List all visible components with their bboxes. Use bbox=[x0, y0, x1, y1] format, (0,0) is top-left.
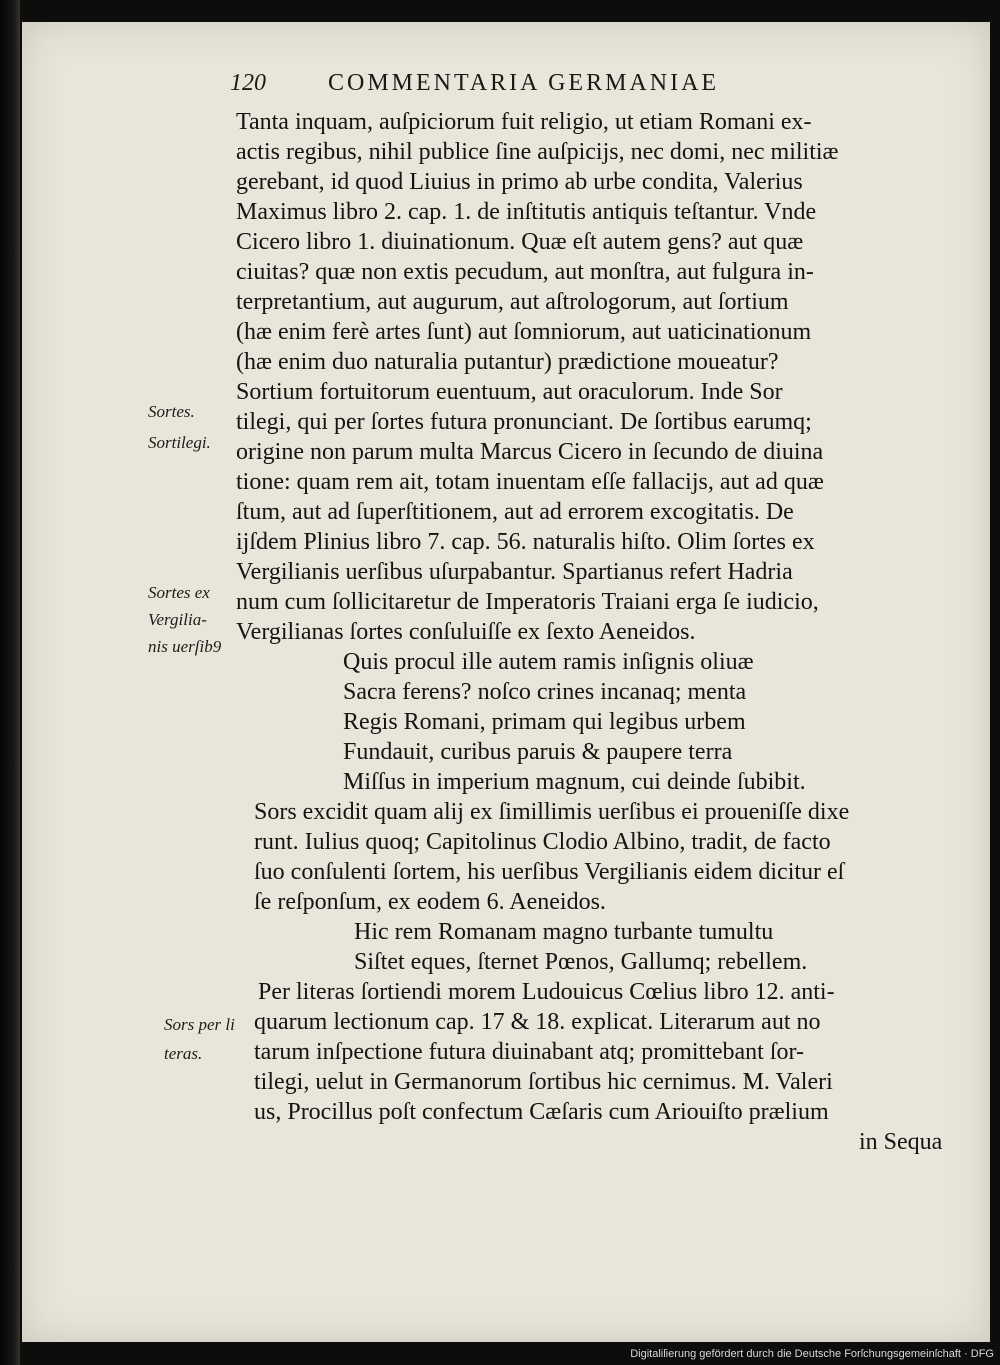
margin-note: Sors per li bbox=[164, 1015, 235, 1034]
text-line: ijſdem Plinius libro 7. cap. 56. naturalis hiſto. Olim ſortes ex bbox=[236, 529, 815, 555]
text-line: tarum inſpectione futura diuinabant atq; promittebant ſor- bbox=[254, 1039, 805, 1065]
text-line: tilegi, uelut in Germanorum ſortibus hic cernimus. M. Valeri bbox=[254, 1069, 833, 1095]
text-line: Sors excidit quam alij ex ſimillimis uerſibus ei proueniſſe dixe bbox=[254, 799, 850, 825]
text-line: Tanta inquam, auſpiciorum fuit religio, ut etiam Romani ex- bbox=[236, 109, 812, 135]
text-line: Vergilianas ſortes conſuluiſſe ex ſexto Aeneidos. bbox=[236, 619, 696, 645]
text-line: ſe reſponſum, ex eodem 6. Aeneidos. bbox=[254, 889, 606, 915]
text-line: runt. Iulius quoq; Capitolinus Clodio Albino, tradit, de facto bbox=[254, 829, 831, 855]
margin-note: nis uerſib9 bbox=[148, 637, 222, 656]
margin-note: teras. bbox=[164, 1044, 203, 1063]
text-line: Vergilianis uerſibus uſurpabantur. Spartianus refert Hadria bbox=[236, 559, 793, 585]
text-line: Per literas ſortiendi morem Ludouicus Cœlius libro 12. anti- bbox=[258, 979, 835, 1005]
verse-line: Miſſus in imperium magnum, cui deinde ſubibit. bbox=[343, 769, 806, 795]
text-line: Maximus libro 2. cap. 1. de inſtitutis antiquis teſtantur. Vnde bbox=[236, 199, 817, 225]
verse-line: Quis procul ille autem ramis inſignis oliuæ bbox=[343, 649, 754, 675]
margin-note: Vergilia- bbox=[148, 610, 207, 629]
verse-line: Hic rem Romanam magno turbante tumultu bbox=[354, 919, 774, 945]
verse-line: Sacra ferens? noſco crines incanaq; menta bbox=[343, 679, 747, 705]
verse-line: Siſtet eques, ſternet Pœnos, Gallumq; rebellem. bbox=[354, 949, 808, 975]
text-line: quarum lectionum cap. 17 & 18. explicat. Literarum aut no bbox=[254, 1009, 821, 1035]
text-line: ſuo conſulenti ſortem, his uerſibus Vergilianis eidem dicitur eſ bbox=[254, 859, 845, 885]
text-line: tione: quam rem ait, totam inuentam eſſe fallacijs, aut ad quæ bbox=[236, 469, 824, 495]
margin-note: Sortilegi. bbox=[148, 433, 211, 452]
page-number: 120 bbox=[230, 70, 266, 96]
page-title: COMMENTARIA GERMANIAE bbox=[328, 70, 720, 96]
text-line: terpretantium, aut augurum, aut aſtrologorum, aut ſortium bbox=[236, 289, 789, 315]
book-gutter bbox=[0, 0, 20, 1365]
text-line: Sortium fortuitorum euentuum, aut oraculorum. Inde Sor bbox=[236, 379, 783, 405]
catchword: in Sequa bbox=[859, 1129, 943, 1155]
verse-line: Regis Romani, primam qui legibus urbem bbox=[343, 709, 746, 735]
verse-line: Fundauit, curibus paruis & paupere terra bbox=[343, 739, 733, 765]
text-line: tilegi, qui per ſortes futura pronunciant. De ſortibus earumq; bbox=[236, 409, 812, 435]
text-line: gerebant, id quod Liuius in primo ab urbe condita, Valerius bbox=[236, 169, 803, 195]
margin-note: Sortes. bbox=[148, 402, 195, 421]
running-head bbox=[230, 70, 850, 100]
text-line: ciuitas? quæ non extis pecudum, aut monſtra, aut fulgura in- bbox=[236, 259, 814, 285]
margin-note: Sortes ex bbox=[148, 583, 210, 602]
text-line: ſtum, aut ad ſuperſtitionem, aut ad errorem excogitatis. De bbox=[236, 499, 794, 525]
text-line: (hæ enim ferè artes ſunt) aut ſomniorum, aut uaticinationum bbox=[236, 319, 812, 345]
text-line: (hæ enim duo naturalia putantur) prædictione moueatur? bbox=[236, 349, 779, 375]
digitization-credit: Digitaliſierung gefördert durch die Deutsche Forſchungsgemeinſchaft · DFG bbox=[630, 1348, 994, 1360]
text-line: origine non parum multa Marcus Cicero in ſecundo de diuina bbox=[236, 439, 824, 465]
text-line: num cum ſollicitaretur de Imperatoris Traiani erga ſe iudicio, bbox=[236, 589, 819, 615]
text-line: us, Procillus poſt confectum Cæſaris cum Ariouiſto prælium bbox=[254, 1099, 829, 1125]
text-line: actis regibus, nihil publice ſine auſpicijs, nec domi, nec militiæ bbox=[236, 139, 839, 165]
text-line: Cicero libro 1. diuinationum. Quæ eſt autem gens? aut quæ bbox=[236, 229, 804, 255]
